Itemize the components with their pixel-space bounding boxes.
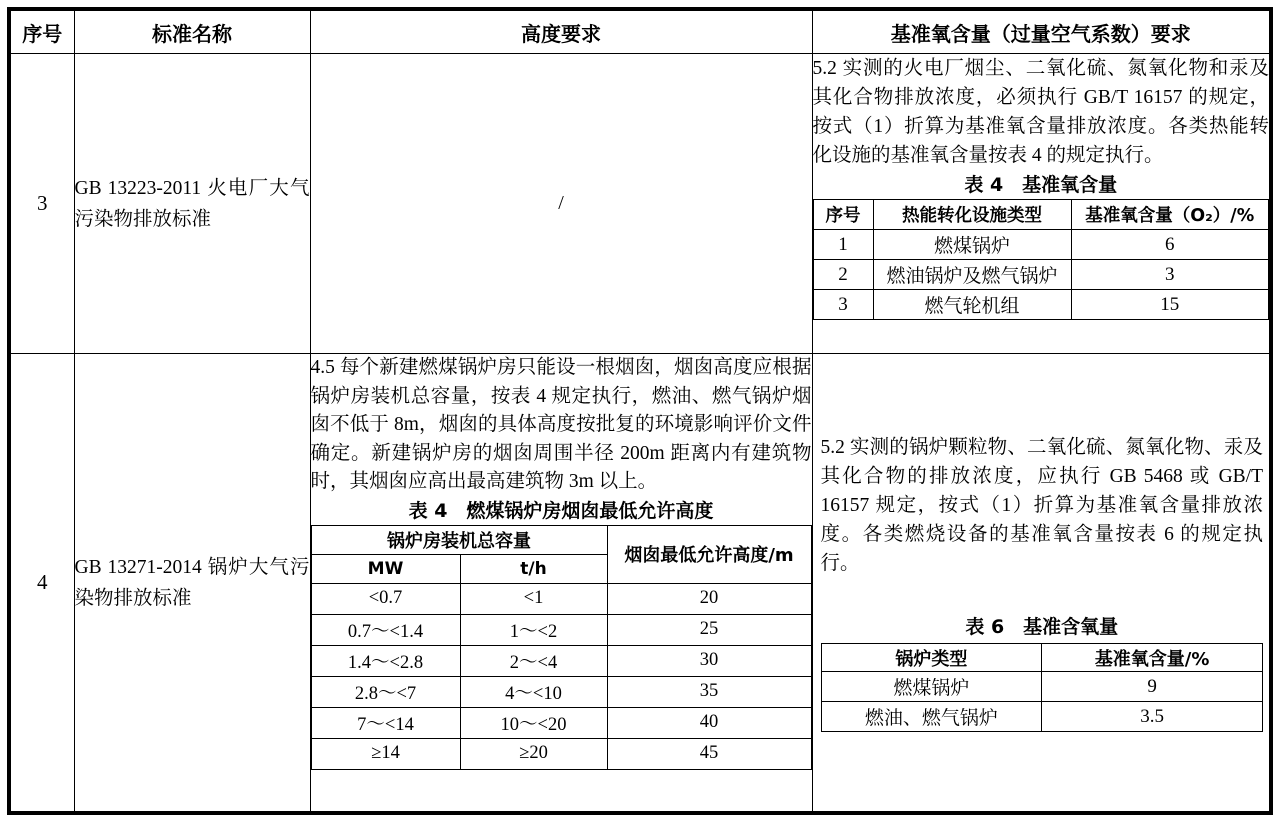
col-header: 基准氧含量/% (1042, 644, 1263, 672)
col-header: 烟囱最低允许高度/m (607, 525, 811, 583)
table-row (821, 644, 1263, 672)
row4-oxygen-paragraph: 5.2 实测的锅炉颗粒物、二氧化硫、氮氧化物、汞及其化合物的排放浓度，应执行 GB 5468 或 GB/T 16157 规定，按式（1）折算为基准氧含量排放浓度。各类燃烧设备的基准氧含量按表 6 的规定执行。 (820, 437, 1263, 574)
cell: 3.5 (1042, 702, 1263, 732)
cell: 4～<10 (460, 676, 607, 707)
table-row (311, 583, 811, 614)
table4-stack-title: 表 4 燃煤锅炉房烟囱最低允许高度 (408, 499, 714, 522)
cell: 6 (1071, 230, 1269, 260)
table-row-4 (9, 354, 1271, 814)
cell: 9 (1042, 672, 1263, 702)
cell: 1～<2 (460, 614, 607, 645)
header-standard-name: 标准名称 (74, 9, 310, 54)
cell: 3 (813, 290, 873, 320)
cell: <0.7 (311, 583, 460, 614)
row3-oxygen-paragraph: 5.2 实测的火电厂烟尘、二氧化硫、氮氧化物和汞及其化合物排放浓度，必须执行 GB/T 16157 的规定，按式（1）折算为基准氧含量排放浓度。各类热能转化设施的基准氧含量按表 4 的规定执行。 (812, 58, 1269, 166)
table-row (813, 290, 1269, 320)
cell: 燃油锅炉及燃气锅炉 (873, 260, 1071, 290)
cell: 25 (607, 614, 811, 645)
table-row (311, 738, 811, 769)
table-row (311, 645, 811, 676)
table4-stack-height-table (311, 525, 812, 770)
cell: 35 (607, 676, 811, 707)
table-row (813, 200, 1269, 230)
row3-height-requirement: / (310, 54, 812, 354)
cell: 40 (607, 707, 811, 738)
cell: 0.7～<1.4 (311, 614, 460, 645)
col-header: 锅炉类型 (821, 644, 1042, 672)
col-header: 热能转化设施类型 (873, 200, 1071, 230)
row4-standard-name: GB 13271-2014 锅炉大气污染物排放标准 (74, 354, 310, 814)
table-row (311, 707, 811, 738)
table6-title: 表 6 基准含氧量 (965, 616, 1119, 638)
row3-standard-name: GB 13223-2011 火电厂大气污染物排放标准 (74, 54, 310, 354)
cell: 2 (813, 260, 873, 290)
table6-oxygen-content-table (821, 643, 1264, 732)
cell: ≥14 (311, 738, 460, 769)
cell: 45 (607, 738, 811, 769)
col-header-th: t/h (460, 554, 607, 583)
cell: 30 (607, 645, 811, 676)
col-header-mw: MW (311, 554, 460, 583)
cell: 燃煤锅炉 (821, 672, 1042, 702)
cell: ≥20 (460, 738, 607, 769)
table-row-3 (9, 54, 1271, 354)
row4-height-paragraph: 4.5 每个新建燃煤锅炉房只能设一根烟囱，烟囱高度应根据锅炉房装机总容量，按表 4 规定执行，燃油、燃气锅炉烟囱不低于 8m，烟囱的具体高度按批复的环境影响评价文件确定。新建锅炉房的烟囱周围半径 200m 距离内有建筑物时，其烟囱应高出最高建筑物 3m 以上。 (310, 357, 812, 492)
table-row (821, 702, 1263, 732)
cell: 20 (607, 583, 811, 614)
cell: 2.8～<7 (311, 676, 460, 707)
table-row (821, 672, 1263, 702)
table-row (311, 525, 811, 554)
cell: 15 (1071, 290, 1269, 320)
cell: 燃油、燃气锅炉 (821, 702, 1042, 732)
cell: 1.4～<2.8 (311, 645, 460, 676)
header-seq: 序号 (9, 9, 74, 54)
row4-oxygen-cell (812, 354, 1271, 814)
table-row (311, 614, 811, 645)
cell: 燃气轮机组 (873, 290, 1071, 320)
header-height-requirement: 高度要求 (310, 9, 812, 54)
table-row (813, 260, 1269, 290)
cell: 2～<4 (460, 645, 607, 676)
table4-oxygen-title: 表 4 基准氧含量 (964, 174, 1118, 196)
col-group-header: 锅炉房装机总容量 (311, 525, 607, 554)
table-header-row (9, 9, 1271, 54)
cell: 1 (813, 230, 873, 260)
row3-seq: 3 (9, 54, 74, 354)
standards-table (7, 7, 1273, 815)
table4-oxygen-content-table (813, 199, 1270, 320)
row4-height-cell (310, 354, 812, 814)
cell: 10～<20 (460, 707, 607, 738)
row3-oxygen-cell (812, 54, 1271, 354)
row4-seq: 4 (9, 354, 74, 814)
header-oxygen-requirement: 基准氧含量（过量空气系数）要求 (812, 9, 1271, 54)
table-row (813, 230, 1269, 260)
col-header: 基准氧含量（O₂）/% (1071, 200, 1269, 230)
cell: 7～<14 (311, 707, 460, 738)
col-header: 序号 (813, 200, 873, 230)
cell: 3 (1071, 260, 1269, 290)
cell: 燃煤锅炉 (873, 230, 1071, 260)
table-row (311, 676, 811, 707)
cell: <1 (460, 583, 607, 614)
